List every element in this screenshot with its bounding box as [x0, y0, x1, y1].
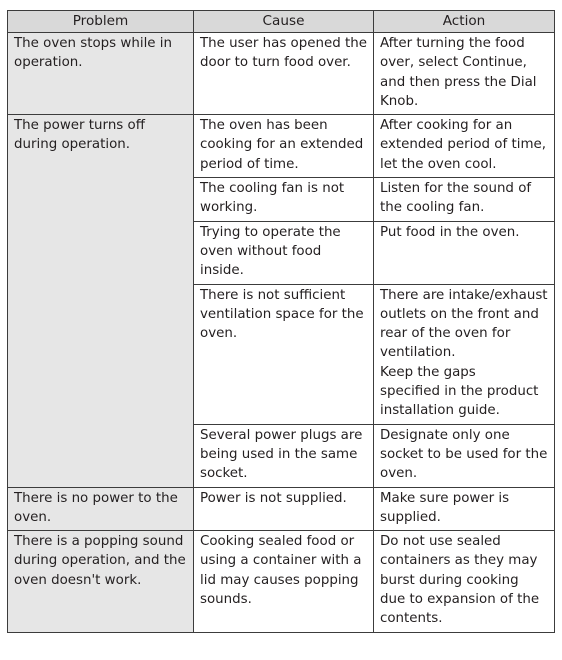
troubleshooting-table [7, 10, 555, 633]
action-cell-line: oven. [380, 466, 418, 482]
action-cell-line: Knob. [380, 93, 419, 109]
action-cell [374, 33, 555, 115]
cause-cell-line: The cooling fan is not [200, 181, 345, 197]
cause-cell [194, 178, 374, 222]
action-cell [374, 115, 555, 178]
problem-cell [8, 115, 194, 487]
action-cell-line: supplied. [380, 509, 441, 525]
cause-cell-line: Several power plugs are [200, 427, 363, 443]
table-header [8, 11, 555, 33]
cause-cell-line: The oven has been [200, 118, 328, 134]
cause-cell-line: lid may causes popping [200, 572, 359, 588]
action-cell-line: Make sure power is [380, 490, 510, 506]
action-cell [374, 487, 555, 531]
action-cell [374, 284, 555, 424]
table-row [8, 531, 555, 632]
action-cell-line: ventilation. [380, 345, 456, 361]
cause-cell-line: period of time. [200, 156, 299, 172]
action-cell-line: socket to be used for the [380, 446, 548, 462]
problem-cell [8, 531, 194, 632]
action-cell-line: burst during cooking [380, 572, 519, 588]
problem-cell-line: There is a popping sound [14, 534, 184, 550]
cause-cell-line: working. [200, 200, 258, 216]
cause-cell-line: using a container with a [200, 553, 362, 569]
problem-cell-line: during operation, and the [14, 553, 186, 569]
cause-cell-line: cooking for an extended [200, 137, 364, 153]
problem-cell-line: The power turns off [14, 118, 145, 134]
troubleshooting-table-wrapper [7, 10, 555, 633]
action-cell-line: and then press the Dial [380, 74, 537, 90]
table-row [8, 115, 555, 178]
cause-cell-line: door to turn food over. [200, 55, 351, 71]
problem-cell-line: operation. [14, 55, 83, 71]
cause-cell-line: Power is not supplied. [200, 490, 347, 506]
cause-cell [194, 424, 374, 487]
action-cell [374, 531, 555, 632]
cause-cell [194, 221, 374, 284]
action-cell-line: the cooling fan. [380, 200, 485, 216]
table-body [8, 33, 555, 633]
action-cell [374, 178, 555, 222]
cause-cell-line: There is not sufficient [200, 287, 346, 303]
action-cell-line: Put food in the oven. [380, 224, 520, 240]
action-cell-line: contents. [380, 611, 443, 627]
problem-cell-line: There is no power to the [14, 490, 178, 506]
action-cell-line: let the oven cool. [380, 156, 497, 172]
cause-cell [194, 487, 374, 531]
action-cell-line: Designate only one [380, 427, 510, 443]
problem-cell-line: oven. [14, 509, 52, 525]
action-cell-line: rear of the oven for [380, 326, 511, 342]
action-cell-line: Keep the gaps [380, 364, 476, 380]
cause-cell-line: Cooking sealed food or [200, 534, 355, 550]
action-cell-line: due to expansion of the [380, 592, 540, 608]
action-cell-line: Do not use sealed [380, 534, 501, 550]
cause-cell [194, 284, 374, 424]
cause-cell-line: sounds. [200, 592, 252, 608]
problem-cell-line: oven doesn't work. [14, 572, 142, 588]
cause-cell-line: The user has opened the [200, 36, 367, 51]
problem-cell-line: The oven stops while in [14, 36, 172, 51]
action-cell-line: containers as they may [380, 553, 538, 569]
cause-cell-line: Trying to operate the [200, 224, 341, 240]
cause-cell-line: ventilation space for the [200, 306, 364, 322]
action-cell-line: over, select Continue, [380, 55, 527, 71]
action-cell-line: extended period of time, [380, 137, 546, 153]
cause-cell-line: oven without food [200, 243, 322, 259]
problem-cell [8, 487, 194, 531]
action-cell-line: After turning the food [380, 36, 525, 51]
header-cause: Cause [194, 11, 374, 33]
table-row [8, 33, 555, 115]
action-cell-line: There are intake/exhaust [380, 287, 548, 303]
cause-cell-line: oven. [200, 326, 238, 342]
action-cell-line: specified in the product [380, 384, 539, 400]
problem-cell [8, 33, 194, 115]
header-row [8, 11, 555, 33]
cause-cell-line: socket. [200, 466, 248, 482]
action-cell-line: outlets on the front and [380, 306, 539, 322]
action-cell-line: Listen for the sound of [380, 181, 532, 197]
cause-cell-line: inside. [200, 263, 244, 279]
action-cell-line: After cooking for an [380, 118, 513, 134]
action-cell-line: installation guide. [380, 403, 500, 419]
table-row [8, 487, 555, 531]
problem-cell-line: during operation. [14, 137, 131, 153]
cause-cell-line: being used in the same [200, 446, 358, 462]
action-cell [374, 424, 555, 487]
cause-cell [194, 531, 374, 632]
cause-cell [194, 115, 374, 178]
cause-cell [194, 33, 374, 115]
action-cell [374, 221, 555, 284]
header-problem: Problem [8, 11, 194, 33]
header-action: Action [374, 11, 555, 33]
